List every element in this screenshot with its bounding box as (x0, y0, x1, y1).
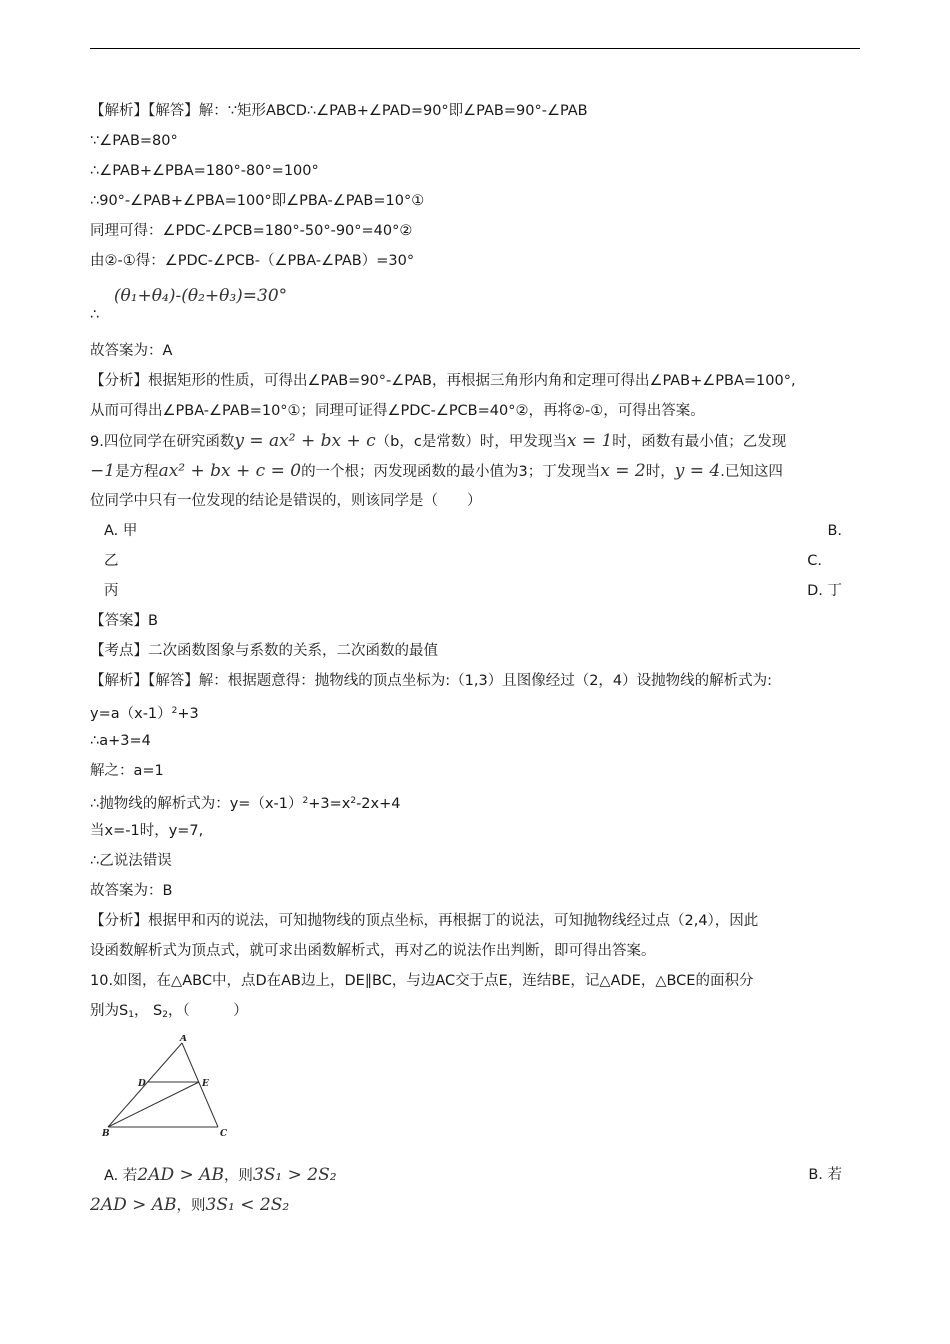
q9-analysis-1: 【分析】根据甲和丙的说法，可知抛物线的顶点坐标，再根据丁的说法，可知抛物线经过点（2,4），因此 (90, 913, 759, 929)
label-a: A (180, 1035, 187, 1044)
q8-answer: 故答案为：A (90, 343, 173, 359)
q9-text: 时， (645, 464, 675, 480)
q9-x1-formula: x = 1 (566, 431, 613, 451)
therefore-symbol: ∴ (90, 307, 100, 323)
label-d: D (138, 1079, 146, 1089)
q8-line-5: 同理可得：∠PDC-∠PCB=180°-50°-90°=40°② (90, 223, 413, 239)
q9-option-b-text: 乙 (104, 553, 119, 569)
q9-x2-formula: x = 2 (600, 461, 646, 481)
q8-line-1: 【解析】【解答】解：∵矩形ABCD∴∠PAB+∠PAD=90°即∠PAB=90°-∠PAB (90, 103, 588, 119)
q10-stem-1: 10.如图，在△ABC中，点D在AB边上，DE∥BC，与边AC交于点E，连结BE，记△ADE，△BCE的面积分 (90, 973, 754, 989)
superscript: 2 (171, 706, 178, 716)
q8-analysis-2: 从而可得出∠PBA-∠PAB=10°①；同理可证得∠PDC-∠PCB=40°②，再将②-①，可得出答案。 (90, 403, 705, 419)
header-rule (90, 48, 860, 49)
q9-text: 是方程 (115, 464, 159, 480)
q9-solution-2 (90, 696, 860, 726)
label-c: C (220, 1129, 228, 1139)
theta-equation: (θ₁+θ₄)-(θ₂+θ₃)=30° (113, 286, 288, 306)
q10-option-b-result: 3S₁ < 2S₂ (205, 1195, 290, 1215)
q9-analysis-2: 设函数解析式为顶点式，就可求出函数解析式，再对乙的说法作出判断，即可得出答案。 (90, 943, 656, 959)
q9-answer: 【答案】B (90, 613, 158, 629)
q9-option-a: A. 甲 (104, 523, 138, 539)
subscript: 1 (128, 1010, 134, 1020)
q8-line-7 (90, 276, 860, 336)
q9-solution-6: 当x=-1时，y=7, (90, 823, 204, 839)
triangle-figure (100, 1035, 240, 1145)
q8-analysis-1: 【分析】根据矩形的性质，可得出∠PAB=90°-∠PAB，再根据三角形内角和定理可得出∠PAB+∠PBA=100°, (90, 373, 796, 389)
label-b: B (102, 1129, 110, 1139)
q9-function-formula: y = ax² + bx + c (234, 431, 376, 451)
q10-text: 别为S (90, 1003, 129, 1019)
q9-option-b-label: B. (827, 523, 842, 539)
q8-line-4: ∴90°-∠PAB+∠PBA=100°即∠PBA-∠PAB=10°① (90, 193, 425, 209)
q9-solution-text: +3=x (308, 796, 351, 812)
segment-ac (182, 1043, 218, 1127)
q9-solution-1: 【解析】【解答】解：根据题意得：抛物线的顶点坐标为:（1,3）且图像经过（2，4）设抛物线的解析式为: (90, 673, 773, 689)
q9-equation: ax² + bx + c = 0 (158, 461, 302, 481)
q10-option-a-label: A. 若 (104, 1168, 138, 1184)
q9-text: 的一个根；丙发现函数的最小值为3；丁发现当 (301, 464, 601, 480)
q9-solution-5 (90, 786, 860, 816)
q9-text: 时，函数有最小值；乙发现 (612, 434, 787, 450)
q9-y4-formula: y = 4 (674, 461, 721, 481)
triangle-diagram (100, 1035, 240, 1145)
q9-solution-7: ∴乙说法错误 (90, 853, 172, 869)
q10-option-b-label: B. 若 (808, 1167, 842, 1183)
q10-option-b-cond: 2AD > AB (90, 1195, 177, 1215)
subscript: 2 (162, 1010, 169, 1020)
q9-stem-3: 位同学中只有一位发现的结论是错误的，则该同学是（ ） (90, 493, 482, 509)
q10-option-a (104, 1160, 337, 1191)
q9-option-d: D. 丁 (807, 583, 842, 599)
q9-stem-1 (90, 426, 860, 456)
q10-option-a-then: ，则 (223, 1168, 253, 1184)
q9-solution-3: ∴a+3=4 (90, 733, 151, 749)
q9-option-c-text: 丙 (104, 583, 119, 599)
q10-stem-2 (90, 996, 860, 1026)
document-body (90, 96, 860, 1026)
q9-text: （b，c是常数）时，甲发现当 (375, 434, 567, 450)
q9-options-row-1 (90, 516, 860, 546)
q10-options (90, 1160, 860, 1220)
q10-option-a-cond: 2AD > AB (137, 1165, 224, 1185)
q9-solution-text: +3 (177, 706, 199, 722)
q10-option-a-result: 3S₁ > 2S₂ (252, 1165, 337, 1185)
q9-solution-text: -2x+4 (356, 796, 401, 812)
superscript: 2 (302, 796, 309, 806)
q8-line-3: ∴∠PAB+∠PBA=180°-80°=100° (90, 163, 319, 179)
superscript: 2 (350, 796, 357, 806)
q9-stem-2 (90, 456, 860, 486)
segment-be (108, 1082, 199, 1127)
label-e: E (202, 1079, 209, 1089)
q9-options-row-2 (90, 546, 860, 576)
q10-option-b-then: ，则 (176, 1198, 206, 1214)
q10-text: ，（ ） (168, 1003, 248, 1019)
q9-options-row-3 (90, 576, 860, 606)
q9-solution-text: y=a（x-1） (90, 706, 172, 722)
q8-line-2: ∵∠PAB=80° (90, 133, 178, 149)
q9-solution-8: 故答案为：B (90, 883, 173, 899)
q10-options-row-1 (90, 1160, 860, 1190)
q8-line-6: 由②-①得：∠PDC-∠PCB-（∠PBA-∠PAB）=30° (90, 253, 415, 269)
q9-minus-one: −1 (90, 461, 116, 481)
q9-text: .已知这四 (720, 464, 783, 480)
q9-kaodian: 【考点】二次函数图象与系数的关系，二次函数的最值 (90, 643, 438, 659)
q10-options-row-2 (90, 1190, 860, 1220)
q10-text: ， S (133, 1003, 163, 1019)
q9-solution-4: 解之：a=1 (90, 763, 164, 779)
q9-text: 9.四位同学在研究函数 (90, 434, 235, 450)
q10-option-b (90, 1190, 289, 1221)
q9-option-c-label: C. (807, 553, 822, 569)
q9-solution-text: ∴抛物线的解析式为：y=（x-1） (90, 796, 303, 812)
